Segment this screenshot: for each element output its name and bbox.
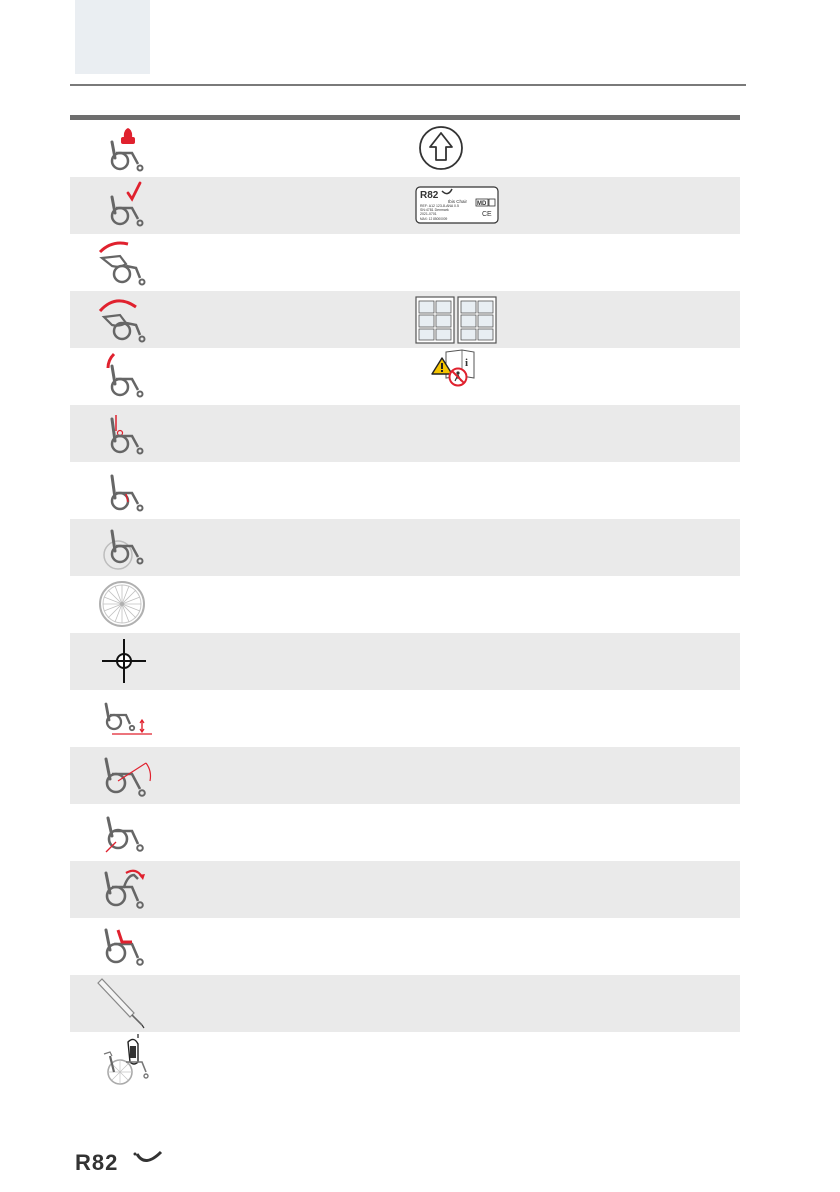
label-brand: R82 <box>420 190 439 201</box>
label-ce-mark: CE <box>482 211 492 218</box>
center-of-gravity-icon <box>90 633 170 690</box>
table-row <box>70 576 740 633</box>
product-label-icon <box>410 177 510 234</box>
manual-info-glyph: i <box>465 357 469 369</box>
label-product-name: Ibis Chair <box>448 199 468 204</box>
symbol-table <box>70 115 740 1089</box>
label-md-mark: MD <box>477 201 487 207</box>
logo-text: R82 <box>75 1150 119 1175</box>
seat-height-icon <box>90 690 170 747</box>
backrest-height-icon <box>90 405 170 462</box>
size-chart-grid-icon <box>410 291 510 348</box>
table-row <box>70 861 740 918</box>
table-row <box>70 804 740 861</box>
header-rule <box>70 84 746 86</box>
armrest-swing-icon <box>90 861 170 918</box>
chapter-tab <box>75 0 150 74</box>
table-row <box>70 234 740 291</box>
table-row <box>70 120 740 177</box>
table-row <box>70 747 740 804</box>
armrest-height-icon <box>90 918 170 975</box>
transport-crash-test-icon <box>90 1032 170 1089</box>
table-row <box>70 1032 740 1089</box>
table-row <box>70 177 740 234</box>
table-row <box>70 519 740 576</box>
seat-to-floor-icon <box>90 804 170 861</box>
seat-tilt-icon <box>90 234 170 291</box>
table-row <box>70 975 740 1032</box>
spoke-wheel-icon <box>90 576 170 633</box>
tool-screwdriver-icon <box>90 975 170 1032</box>
max-user-weight-icon <box>90 120 170 177</box>
label-line-3: 2021-0701 <box>420 212 437 216</box>
table-row <box>70 633 740 690</box>
weight-approved-icon <box>90 177 170 234</box>
wheel-size-icon <box>90 519 170 576</box>
seat-tilt-backrest-recline-icon <box>90 291 170 348</box>
table-row <box>70 348 740 405</box>
legrest-angle-icon <box>90 747 170 804</box>
warning-read-manual-icon <box>410 348 510 405</box>
backrest-angle-icon <box>90 348 170 405</box>
table-row <box>70 918 740 975</box>
table-row <box>70 291 740 348</box>
label-line-4: MAX: 12 85000009 <box>420 217 448 221</box>
table-row <box>70 690 740 747</box>
direction-up-arrow-icon <box>410 120 510 177</box>
r82-logo <box>75 1146 175 1176</box>
seat-depth-icon <box>90 462 170 519</box>
table-row <box>70 405 740 462</box>
label-line-1: REF: A12 123-8-ANA 0.5 <box>420 204 459 208</box>
label-line-2: SN:4781 Denmark <box>420 208 449 212</box>
table-row <box>70 462 740 519</box>
